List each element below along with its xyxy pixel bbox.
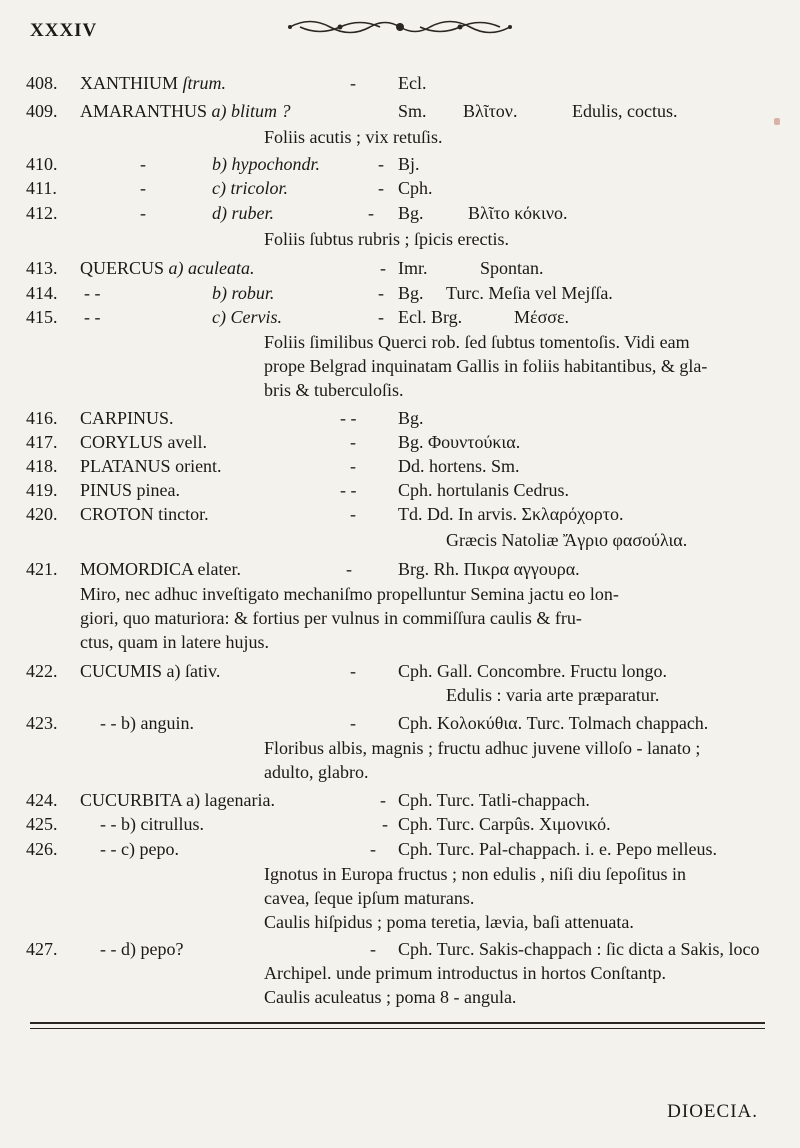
entry-note: Turc. Meſia vel Mejſſa. — [446, 283, 613, 303]
entry-dash: - — [350, 713, 356, 733]
entry-number: 413. — [26, 258, 58, 278]
entry-location: Ecl. — [398, 73, 427, 93]
entry-dash: - — [350, 504, 356, 524]
entry-location: Sm. — [398, 101, 427, 121]
entry-number: 423. — [26, 713, 58, 733]
entry-note: Spontan. — [480, 258, 544, 278]
entry-dash: - — [378, 307, 384, 327]
entry-number: 412. — [26, 203, 58, 223]
entry-dash: - - — [84, 307, 101, 327]
entry-description: Foliis acutis ; vix retuſis. — [264, 127, 443, 147]
entry-description: Floribus albis, magnis ; fructu adhuc juvene villoſo - lanato ; — [264, 738, 701, 758]
entry-description: Foliis ſimilibus Querci rob. ſed ſubtus tomentoſis. Vidi eam — [264, 332, 690, 352]
entry-dash: - — [380, 258, 386, 278]
entry-location: Cph. Κολοκύθια. Turc. Tolmach chappach. — [398, 713, 709, 733]
entry-genus: CUCUMIS a) ſativ. — [80, 661, 221, 681]
entry-genus: CARPINUS. — [80, 408, 174, 428]
entry-dash: - — [378, 154, 384, 174]
entry-dash: - — [378, 283, 384, 303]
entry-location: Brg. Rh. Πικρα αγγουρα. — [398, 559, 580, 579]
entry-genus: - - b) anguin. — [100, 713, 194, 733]
entry-location: Imr. — [398, 258, 428, 278]
entry-genus: PLATANUS orient. — [80, 456, 222, 476]
entry-dash: - — [350, 73, 356, 93]
entry-number: 410. — [26, 154, 58, 174]
entry-number: 408. — [26, 73, 58, 93]
entry-location: Cph. Gall. Concombre. Fructu longo. — [398, 661, 667, 681]
entry-greek-name: Μέσσε. — [514, 307, 570, 327]
entry-location: Cph. Turc. Carpûs. Χιμονικό. — [398, 814, 611, 834]
printer-ornament — [280, 14, 520, 40]
entry-location: Bg. — [398, 203, 424, 223]
entry-genus: - - d) pepo? — [100, 939, 184, 959]
entry-number: 427. — [26, 939, 58, 959]
entry-species: c) Cervis. — [212, 307, 282, 327]
entry-number: 419. — [26, 480, 58, 500]
entry-genus: CORYLUS avell. — [80, 432, 208, 452]
entry-number: 425. — [26, 814, 58, 834]
entry-location: Cph. hortulanis Cedrus. — [398, 480, 569, 500]
entry-description: adulto, glabro. — [264, 762, 369, 782]
entry-dash: - — [140, 203, 146, 223]
entry-description: ctus, quam in latere hujus. — [80, 632, 269, 652]
entry-dash: - — [350, 432, 356, 452]
entry-description: giori, quo maturiora: & fortius per vulnus in commiſſura caulis & fru- — [80, 608, 582, 628]
entry-genus: - - c) pepo. — [100, 839, 179, 859]
entry-greek-name: Βλῖτον. — [463, 101, 518, 121]
entry-note: Edulis, coctus. — [572, 101, 678, 121]
entry-number: 422. — [26, 661, 58, 681]
entry-location: Dd. hortens. Sm. — [398, 456, 520, 476]
entry-location: Bg. — [398, 283, 424, 303]
entry-dash: - — [368, 203, 374, 223]
entry-genus: MOMORDICA elater. — [80, 559, 241, 579]
entry-genus: XANTHIUM ſtrum. — [80, 73, 227, 93]
entry-genus: PINUS pinea. — [80, 480, 180, 500]
entry-genus: CUCURBITA a) lagenaria. — [80, 790, 276, 810]
entry-description: bris & tuberculoſis. — [264, 380, 404, 400]
entry-number: 409. — [26, 101, 58, 121]
entry-genus: AMARANTHUS a) blitum ? — [80, 101, 291, 121]
entry-dash: - - — [84, 283, 101, 303]
entry-description: Edulis : varia arte præparatur. — [446, 685, 660, 705]
entry-location: Bg. — [398, 408, 424, 428]
entry-dash: - — [140, 178, 146, 198]
entry-location: Td. Dd. In arvis. Σκλαρόχορτο. — [398, 504, 624, 524]
entry-description: Græcis Natoliæ Ἄγριο φασούλια. — [446, 530, 688, 550]
entry-species: c) tricolor. — [212, 178, 288, 198]
entry-genus: CROTON tinctor. — [80, 504, 209, 524]
entry-genus: QUERCUS a) aculeata. — [80, 258, 255, 278]
entry-description: Miro, nec adhuc inveſtigato mechaniſmo propelluntur Semina jactu eo lon- — [80, 584, 619, 604]
entry-description: cavea, ſeque ipſum maturans. — [264, 888, 475, 908]
entry-dash: - — [370, 939, 376, 959]
entry-description: Caulis hiſpidus ; poma teretia, lævia, baſi attenuata. — [264, 912, 634, 932]
page-number: XXXIV — [30, 20, 98, 41]
entry-species: b) hypochondr. — [212, 154, 320, 174]
entry-species: d) ruber. — [212, 203, 274, 223]
entry-dash: - — [378, 178, 384, 198]
entry-number: 420. — [26, 504, 58, 524]
entry-dash: - — [350, 661, 356, 681]
entry-description: Caulis aculeatus ; poma 8 - angula. — [264, 987, 517, 1007]
entry-description: Archipel. unde primum introductus in hortos Conſtantp. — [264, 963, 666, 983]
entry-location: Bj. — [398, 154, 420, 174]
entry-number: 421. — [26, 559, 58, 579]
entry-greek-name: Βλῖτο κόκινο. — [468, 203, 568, 223]
ink-spot — [774, 118, 780, 125]
divider-rule — [30, 1022, 765, 1029]
entry-location: Cph. Turc. Sakis-chappach : ſic dicta a Sakis, loco — [398, 939, 760, 959]
entry-description: prope Belgrad inquinatam Gallis in foliis habitantibus, & gla- — [264, 356, 708, 376]
entry-location: Cph. Turc. Tatli-chappach. — [398, 790, 590, 810]
entry-number: 418. — [26, 456, 58, 476]
entry-number: 417. — [26, 432, 58, 452]
entry-dash: - — [370, 839, 376, 859]
entry-number: 411. — [26, 178, 57, 198]
entry-number: 415. — [26, 307, 58, 327]
entry-species: b) robur. — [212, 283, 275, 303]
entry-location: Cph. — [398, 178, 433, 198]
entry-number: 414. — [26, 283, 58, 303]
entry-dash: - — [350, 456, 356, 476]
entry-dash: - - — [340, 480, 357, 500]
entry-dash: - — [346, 559, 352, 579]
entry-location: Cph. Turc. Pal-chappach. i. e. Pepo melleus. — [398, 839, 717, 859]
entry-number: 426. — [26, 839, 58, 859]
entry-description: Foliis ſubtus rubris ; ſpicis erectis. — [264, 229, 509, 249]
entry-number: 416. — [26, 408, 58, 428]
entry-dash: - — [380, 790, 386, 810]
entry-dash: - — [140, 154, 146, 174]
entry-genus: - - b) citrullus. — [100, 814, 204, 834]
entry-number: 424. — [26, 790, 58, 810]
entry-dash: - — [382, 814, 388, 834]
entry-description: Ignotus in Europa fructus ; non edulis , niſi diu ſepoſitus in — [264, 864, 686, 884]
entry-location: Bg. Φουντούκια. — [398, 432, 521, 452]
entry-dash: - - — [340, 408, 357, 428]
entry-location: Ecl. Brg. — [398, 307, 463, 327]
catchword: DIOECIA. — [667, 1101, 758, 1122]
